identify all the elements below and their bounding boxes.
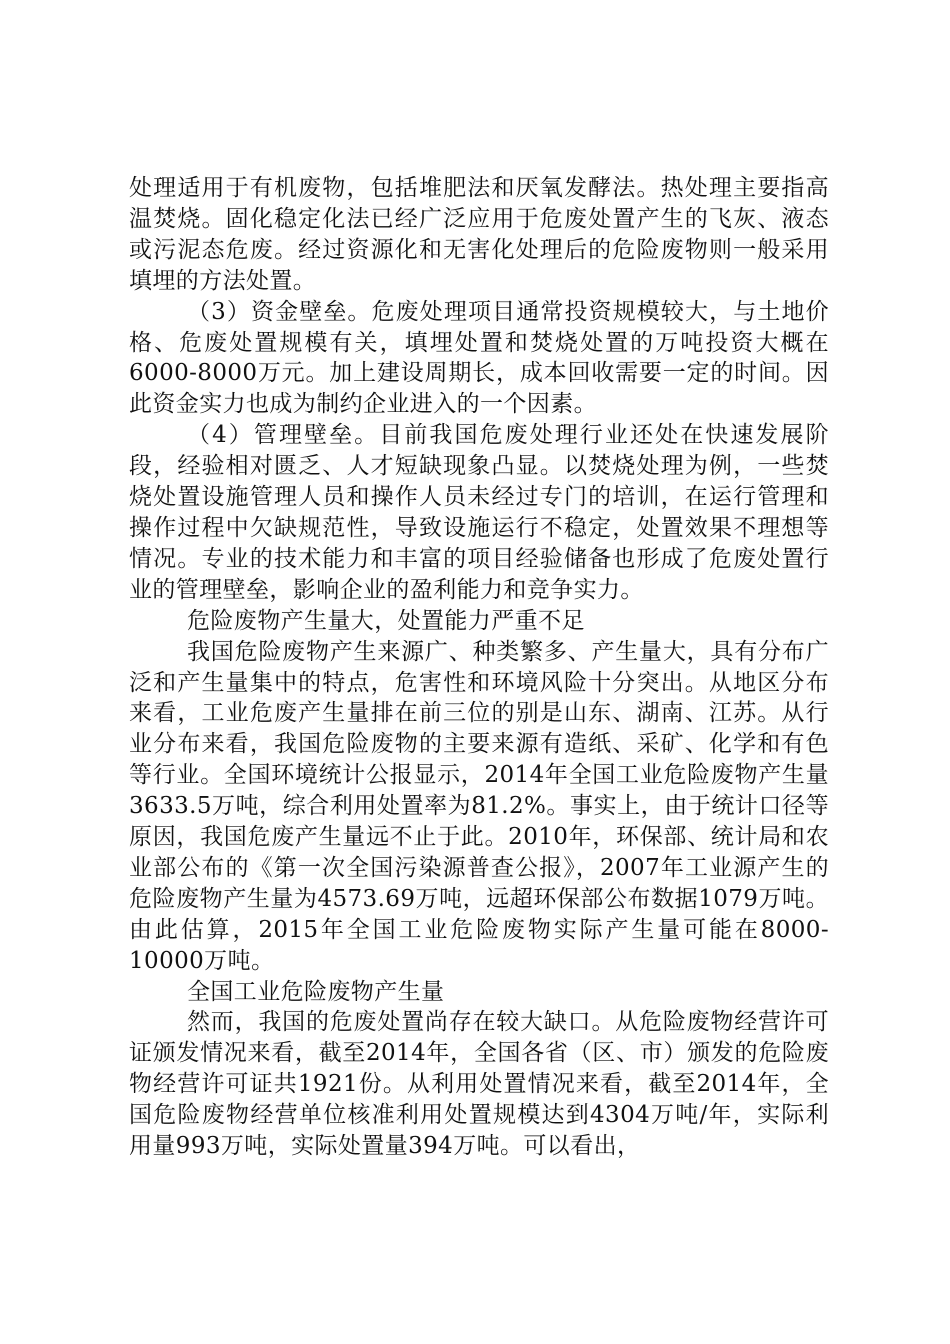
document-body xyxy=(129,173,829,1162)
paragraph-waste-sources: 我国危险废物产生来源广、种类繁多、产生量大，具有分布广泛和产生量集中的特点，危害性和环境风险十分突出。从地区分布来看，工业危废产生量排在前三位的别是山东、湖南、江苏。从行业分布来看，我国危险废物的主要来源有造纸、采矿、化学和有色等行业。全国环境统计公报显示，2014年全国工业危险废物产生量3633.5万吨，综合利用处置率为81.2%。事实上，由于统计口径等原因，我国危废产生量远不止于此。2010年，环保部、统计局和农业部公布的《第一次全国污染源普查公报》，2007年工业源产生的危险废物产生量为4573.69万吨，远超环保部公布数据1079万吨。由此估算，2015年全国工业危险废物实际产生量可能在8000-10000万吨。 xyxy=(129,638,829,974)
section-heading-waste-output: 危险废物产生量大，处置能力严重不足 xyxy=(187,607,585,634)
paragraph-treatment-methods: 处理适用于有机废物，包括堆肥法和厌氧发酵法。热处理主要指高温焚烧。固化稳定化法已经广泛应用于危废处置产生的飞灰、液态或污泥态危废。经过资源化和无害化处理后的危险废物则一般采用填埋的方法处置。 xyxy=(129,175,829,294)
caption-national-waste-output: 全国工业危险废物产生量 xyxy=(187,978,445,1005)
paragraph-capital-barrier: （3）资金壁垒。危废处理项目通常投资规模较大，与土地价格、危废处置规模有关，填埋处置和焚烧处置的万吨投资大概在6000-8000万元。加上建设周期长，成本回收需要一定的时间。因此资金实力也成为制约企业进入的一个因素。 xyxy=(129,298,829,418)
paragraph-disposal-gap: 然而，我国的危废处置尚存在较大缺口。从危险废物经营许可证颁发情况来看，截至2014年，全国各省（区、市）颁发的危险废物经营许可证共1921份。从利用处置情况来看，截至2014年，全国危险废物经营单位核准利用处置规模达到4304万吨/年，实际利用量993万吨，实际处置量394万吨。可以看出， xyxy=(129,1009,829,1160)
paragraph-management-barrier: （4）管理壁垒。目前我国危废处理行业还处在快速发展阶段，经验相对匮乏、人才短缺现象凸显。以焚烧处理为例，一些焚烧处置设施管理人员和操作人员未经过专门的培训，在运行管理和操作过程中欠缺规范性，导致设施运行不稳定，处置效果不理想等情况。专业的技术能力和丰富的项目经验储备也形成了危废处置行业的管理壁垒，影响企业的盈利能力和竞争实力。 xyxy=(129,422,829,603)
